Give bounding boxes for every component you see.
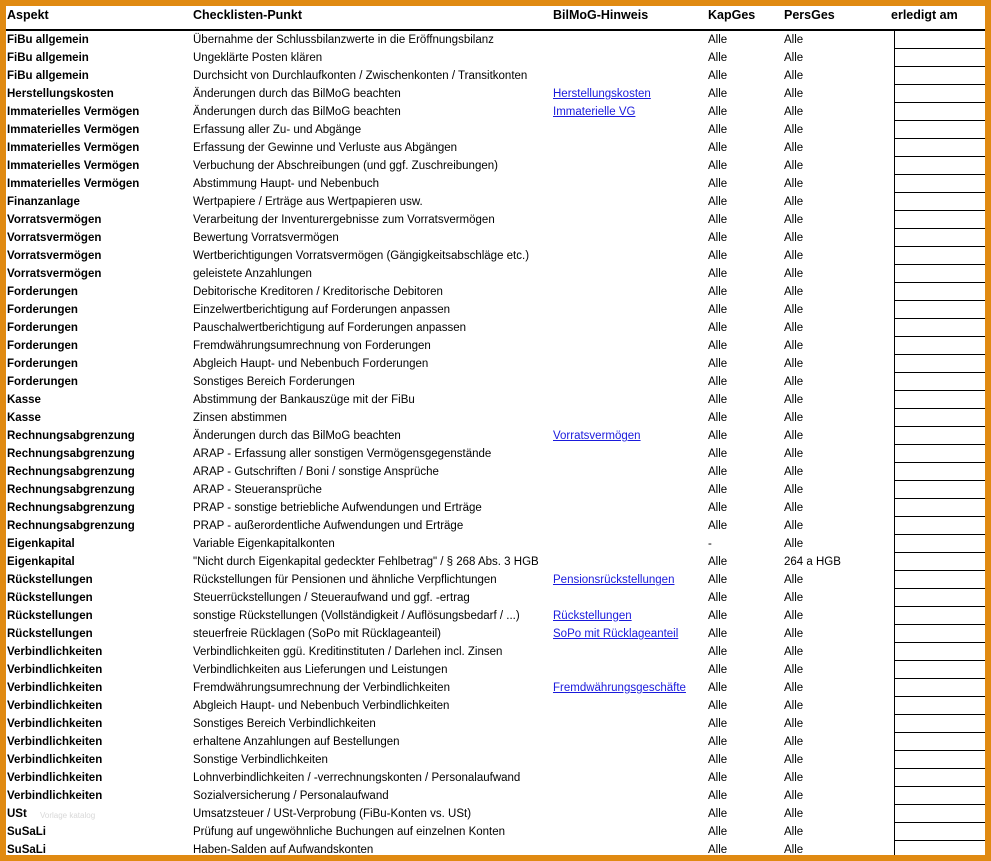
cell-checklisten-punkt: Wertpapiere / Erträge aus Wertpapieren usw. [193, 196, 423, 208]
table-row [6, 823, 985, 841]
header-checklisten-punkt: Checklisten-Punkt [193, 8, 303, 22]
table-row [6, 841, 985, 855]
erledigt-am-cell[interactable] [894, 157, 985, 175]
cell-persges: Alle [784, 610, 804, 622]
cell-aspekt: Finanzanlage [7, 196, 80, 208]
table-row [6, 715, 985, 733]
cell-persges: Alle [784, 430, 804, 442]
cell-kapges: Alle [708, 304, 728, 316]
cell-checklisten-punkt: Änderungen durch das BilMoG beachten [193, 106, 401, 118]
table-row [6, 247, 985, 265]
cell-aspekt: Vorratsvermögen [7, 250, 102, 262]
cell-kapges: Alle [708, 160, 728, 172]
cell-aspekt: Immaterielles Vermögen [7, 106, 140, 118]
cell-persges: Alle [784, 844, 804, 855]
table-row [6, 517, 985, 535]
cell-checklisten-punkt: sonstige Rückstellungen (Vollständigkeit / Auflösungsbedarf / ...) [193, 610, 520, 622]
cell-checklisten-punkt: Verarbeitung der Inventurergebnisse zum Vorratsvermögen [193, 214, 495, 226]
cell-checklisten-punkt: Fremdwährungsumrechnung von Forderungen [193, 340, 431, 352]
cell-persges: Alle [784, 124, 804, 136]
cell-aspekt: Forderungen [7, 304, 78, 316]
cell-kapges: Alle [708, 592, 728, 604]
cell-persges: Alle [784, 358, 804, 370]
cell-checklisten-punkt: Sozialversicherung / Personalaufwand [193, 790, 389, 802]
cell-persges: Alle [784, 160, 804, 172]
cell-kapges: Alle [708, 196, 728, 208]
cell-persges: Alle [784, 772, 804, 784]
erledigt-am-cell[interactable] [894, 823, 985, 841]
erledigt-am-cell[interactable] [894, 265, 985, 283]
cell-aspekt: USt [7, 808, 27, 820]
table-row [6, 445, 985, 463]
erledigt-am-cell[interactable] [894, 211, 985, 229]
cell-checklisten-punkt: Bewertung Vorratsvermögen [193, 232, 339, 244]
cell-aspekt: Verbindlichkeiten [7, 646, 103, 658]
cell-persges: Alle [784, 340, 804, 352]
cell-persges: Alle [784, 196, 804, 208]
cell-aspekt: Herstellungskosten [7, 88, 114, 100]
cell-checklisten-punkt: ARAP - Steueransprüche [193, 484, 322, 496]
cell-aspekt: Rechnungsabgrenzung [7, 448, 135, 460]
cell-checklisten-punkt: Sonstiges Bereich Forderungen [193, 376, 355, 388]
cell-kapges: Alle [708, 124, 728, 136]
cell-kapges: Alle [708, 628, 728, 640]
cell-aspekt: FiBu allgemein [7, 70, 89, 82]
cell-persges: Alle [784, 376, 804, 388]
erledigt-am-cell[interactable] [894, 751, 985, 769]
table-row [6, 391, 985, 409]
cell-aspekt: Immaterielles Vermögen [7, 178, 140, 190]
table-row [6, 409, 985, 427]
header-bilmog-hinweis: BilMoG-Hinweis [553, 8, 649, 22]
cell-checklisten-punkt: Durchsicht von Durchlaufkonten / Zwischenkonten / Transitkonten [193, 70, 528, 82]
cell-checklisten-punkt: Abstimmung Haupt- und Nebenbuch [193, 178, 380, 190]
cell-aspekt: Rückstellungen [7, 628, 93, 640]
cell-persges: Alle [784, 682, 804, 694]
cell-checklisten-punkt: erhaltene Anzahlungen auf Bestellungen [193, 736, 400, 748]
table-row [6, 103, 985, 121]
cell-aspekt: Immaterielles Vermögen [7, 160, 140, 172]
cell-kapges: Alle [708, 754, 728, 766]
table-row [6, 805, 985, 823]
erledigt-am-cell[interactable] [894, 31, 985, 49]
cell-checklisten-punkt: Sonstiges Bereich Verbindlichkeiten [193, 718, 376, 730]
table-row [6, 679, 985, 697]
cell-aspekt: Rechnungsabgrenzung [7, 484, 135, 496]
header-kapges: KapGes [708, 8, 756, 22]
cell-kapges: Alle [708, 682, 728, 694]
erledigt-am-cell[interactable] [894, 625, 985, 643]
checklist-rows [6, 31, 985, 855]
cell-persges: Alle [784, 502, 804, 514]
table-row [6, 697, 985, 715]
cell-checklisten-punkt: Debitorische Kreditoren / Kreditorische Debitoren [193, 286, 443, 298]
cell-aspekt: Immaterielles Vermögen [7, 124, 140, 136]
cell-kapges: Alle [708, 232, 728, 244]
cell-persges: Alle [784, 628, 804, 640]
erledigt-am-cell[interactable] [894, 787, 985, 805]
cell-aspekt: Verbindlichkeiten [7, 790, 103, 802]
table-row [6, 733, 985, 751]
cell-checklisten-punkt: Verbindlichkeiten aus Lieferungen und Leistungen [193, 664, 448, 676]
cell-kapges: Alle [708, 250, 728, 262]
erledigt-am-cell[interactable] [894, 175, 985, 193]
cell-aspekt: Vorratsvermögen [7, 214, 102, 226]
erledigt-am-cell[interactable] [894, 535, 985, 553]
erledigt-am-cell[interactable] [894, 481, 985, 499]
cell-checklisten-punkt: Verbindlichkeiten ggü. Kreditinstituten / Darlehen incl. Zinsen [193, 646, 503, 658]
erledigt-am-cell[interactable] [894, 121, 985, 139]
cell-persges: Alle [784, 70, 804, 82]
cell-checklisten-punkt: Umsatzsteuer / USt-Verprobung (FiBu-Konten vs. USt) [193, 808, 472, 820]
bilmog-link[interactable]: Herstellungskosten [553, 88, 651, 100]
erledigt-am-cell[interactable] [894, 841, 985, 855]
cell-kapges: Alle [708, 646, 728, 658]
cell-checklisten-punkt: Abstimmung der Bankauszüge mit der FiBu [193, 394, 415, 406]
cell-persges: Alle [784, 232, 804, 244]
cell-kapges: Alle [708, 790, 728, 802]
cell-persges: Alle [784, 178, 804, 190]
cell-kapges: Alle [708, 340, 728, 352]
cell-aspekt: Kasse [7, 394, 41, 406]
cell-kapges: Alle [708, 178, 728, 190]
cell-checklisten-punkt: Steuerrückstellungen / Steueraufwand und ggf. -ertrag [193, 592, 470, 604]
table-row [6, 193, 985, 211]
cell-persges: Alle [784, 808, 804, 820]
erledigt-am-cell[interactable] [894, 193, 985, 211]
erledigt-am-cell[interactable] [894, 49, 985, 67]
cell-persges: Alle [784, 574, 804, 586]
cell-persges: Alle [784, 88, 804, 100]
table-row [6, 661, 985, 679]
erledigt-am-cell[interactable] [894, 445, 985, 463]
cell-kapges: - [708, 538, 712, 550]
cell-persges: Alle [784, 754, 804, 766]
cell-kapges: Alle [708, 502, 728, 514]
cell-persges: Alle [784, 34, 804, 46]
header-erledigt-am: erledigt am [891, 8, 958, 22]
erledigt-am-cell[interactable] [894, 229, 985, 247]
cell-kapges: Alle [708, 448, 728, 460]
table-row [6, 427, 985, 445]
erledigt-am-cell[interactable] [894, 769, 985, 787]
erledigt-am-cell[interactable] [894, 607, 985, 625]
cell-kapges: Alle [708, 664, 728, 676]
cell-aspekt: Verbindlichkeiten [7, 754, 103, 766]
checklist-sheet [6, 6, 985, 855]
cell-checklisten-punkt: Rückstellungen für Pensionen und ähnliche Verpflichtungen [193, 574, 497, 586]
table-row [6, 283, 985, 301]
table-row [6, 31, 985, 49]
erledigt-am-cell[interactable] [894, 409, 985, 427]
erledigt-am-cell[interactable] [894, 499, 985, 517]
bilmog-link[interactable]: Rückstellungen [553, 610, 632, 622]
watermark: Vorlage katalog [40, 811, 96, 820]
cell-kapges: Alle [708, 34, 728, 46]
cell-kapges: Alle [708, 430, 728, 442]
table-row [6, 751, 985, 769]
cell-checklisten-punkt: Pauschalwertberichtigung auf Forderungen anpassen [193, 322, 466, 334]
cell-persges: Alle [784, 790, 804, 802]
cell-kapges: Alle [708, 376, 728, 388]
cell-kapges: Alle [708, 574, 728, 586]
cell-aspekt: Rechnungsabgrenzung [7, 466, 135, 478]
cell-aspekt: Verbindlichkeiten [7, 700, 103, 712]
cell-checklisten-punkt: "Nicht durch Eigenkapital gedeckter Fehlbetrag" / § 268 Abs. 3 HGB [193, 556, 539, 568]
table-row [6, 481, 985, 499]
table-row [6, 607, 985, 625]
cell-persges: Alle [784, 466, 804, 478]
cell-kapges: Alle [708, 268, 728, 280]
cell-persges: Alle [784, 304, 804, 316]
cell-checklisten-punkt: ARAP - Erfassung aller sonstigen Vermögensgegenstände [193, 448, 492, 460]
cell-persges: Alle [784, 286, 804, 298]
cell-checklisten-punkt: Übernahme der Schlussbilanzwerte in die Eröffnungsbilanz [193, 34, 494, 46]
cell-kapges: Alle [708, 142, 728, 154]
cell-persges: Alle [784, 106, 804, 118]
table-row [6, 643, 985, 661]
cell-persges: 264 a HGB [784, 556, 841, 568]
table-row [6, 175, 985, 193]
cell-persges: Alle [784, 646, 804, 658]
erledigt-am-cell[interactable] [894, 373, 985, 391]
table-row [6, 319, 985, 337]
cell-kapges: Alle [708, 88, 728, 100]
table-row [6, 373, 985, 391]
cell-kapges: Alle [708, 412, 728, 424]
cell-aspekt: Forderungen [7, 376, 78, 388]
cell-kapges: Alle [708, 322, 728, 334]
cell-aspekt: Rechnungsabgrenzung [7, 520, 135, 532]
erledigt-am-cell[interactable] [894, 85, 985, 103]
cell-checklisten-punkt: Wertberichtigungen Vorratsvermögen (Gängigkeitsabschläge etc.) [193, 250, 530, 262]
erledigt-am-cell[interactable] [894, 283, 985, 301]
erledigt-am-cell[interactable] [894, 319, 985, 337]
cell-persges: Alle [784, 664, 804, 676]
bilmog-link[interactable]: Fremdwährungsgeschäfte [553, 682, 686, 694]
erledigt-am-cell[interactable] [894, 697, 985, 715]
cell-checklisten-punkt: Fremdwährungsumrechnung der Verbindlichkeiten [193, 682, 450, 694]
table-row [6, 463, 985, 481]
cell-persges: Alle [784, 214, 804, 226]
cell-aspekt: Kasse [7, 412, 41, 424]
erledigt-am-cell[interactable] [894, 679, 985, 697]
erledigt-am-cell[interactable] [894, 571, 985, 589]
cell-checklisten-punkt: Ungeklärte Posten klären [193, 52, 323, 64]
cell-checklisten-punkt: Abgleich Haupt- und Nebenbuch Verbindlichkeiten [193, 700, 450, 712]
table-row [6, 211, 985, 229]
cell-persges: Alle [784, 268, 804, 280]
table-row [6, 67, 985, 85]
cell-persges: Alle [784, 394, 804, 406]
cell-kapges: Alle [708, 772, 728, 784]
cell-persges: Alle [784, 412, 804, 424]
cell-aspekt: Forderungen [7, 340, 78, 352]
cell-persges: Alle [784, 718, 804, 730]
erledigt-am-cell[interactable] [894, 139, 985, 157]
cell-checklisten-punkt: Haben-Salden auf Aufwandskonten [193, 844, 374, 855]
cell-kapges: Alle [708, 466, 728, 478]
table-row [6, 571, 985, 589]
header-aspekt: Aspekt [7, 8, 49, 22]
cell-kapges: Alle [708, 556, 728, 568]
cell-checklisten-punkt: PRAP - außerordentliche Aufwendungen und Erträge [193, 520, 464, 532]
cell-kapges: Alle [708, 286, 728, 298]
cell-checklisten-punkt: Erfassung der Gewinne und Verluste aus Abgängen [193, 142, 458, 154]
cell-aspekt: SuSaLi [7, 844, 46, 855]
cell-kapges: Alle [708, 520, 728, 532]
bilmog-link[interactable]: Immaterielle VG [553, 106, 636, 118]
erledigt-am-cell[interactable] [894, 463, 985, 481]
table-row [6, 355, 985, 373]
erledigt-am-cell[interactable] [894, 589, 985, 607]
table-row [6, 49, 985, 67]
cell-aspekt: Immaterielles Vermögen [7, 142, 140, 154]
cell-aspekt: Forderungen [7, 322, 78, 334]
cell-kapges: Alle [708, 826, 728, 838]
cell-checklisten-punkt: steuerfreie Rücklagen (SoPo mit Rücklageanteil) [193, 628, 442, 640]
cell-kapges: Alle [708, 214, 728, 226]
erledigt-am-cell[interactable] [894, 355, 985, 373]
cell-aspekt: Verbindlichkeiten [7, 682, 103, 694]
cell-checklisten-punkt: Änderungen durch das BilMoG beachten [193, 430, 401, 442]
cell-kapges: Alle [708, 736, 728, 748]
cell-aspekt: Verbindlichkeiten [7, 772, 103, 784]
cell-kapges: Alle [708, 394, 728, 406]
cell-aspekt: Vorratsvermögen [7, 232, 102, 244]
cell-checklisten-punkt: PRAP - sonstige betriebliche Aufwendungen und Erträge [193, 502, 482, 514]
cell-persges: Alle [784, 700, 804, 712]
cell-checklisten-punkt: Änderungen durch das BilMoG beachten [193, 88, 401, 100]
cell-checklisten-punkt: Variable Eigenkapitalkonten [193, 538, 335, 550]
table-row [6, 157, 985, 175]
cell-checklisten-punkt: Verbuchung der Abschreibungen (und ggf. Zuschreibungen) [193, 160, 498, 172]
erledigt-am-cell[interactable] [894, 733, 985, 751]
cell-checklisten-punkt: Zinsen abstimmen [193, 412, 287, 424]
erledigt-am-cell[interactable] [894, 391, 985, 409]
cell-kapges: Alle [708, 484, 728, 496]
cell-aspekt: Eigenkapital [7, 556, 75, 568]
cell-kapges: Alle [708, 106, 728, 118]
table-row [6, 769, 985, 787]
cell-aspekt: Forderungen [7, 358, 78, 370]
cell-aspekt: Rückstellungen [7, 610, 93, 622]
cell-checklisten-punkt: ARAP - Gutschriften / Boni / sonstige Ansprüche [193, 466, 439, 478]
table-row [6, 589, 985, 607]
bilmog-link[interactable]: Vorratsvermögen [553, 430, 641, 442]
cell-persges: Alle [784, 142, 804, 154]
cell-persges: Alle [784, 520, 804, 532]
bilmog-link[interactable]: SoPo mit Rücklageanteil [553, 628, 679, 640]
cell-aspekt: Rückstellungen [7, 592, 93, 604]
cell-aspekt: Eigenkapital [7, 538, 75, 550]
cell-checklisten-punkt: geleistete Anzahlungen [193, 268, 312, 280]
erledigt-am-cell[interactable] [894, 715, 985, 733]
table-row [6, 121, 985, 139]
cell-persges: Alle [784, 484, 804, 496]
cell-aspekt: FiBu allgemein [7, 52, 89, 64]
cell-aspekt: SuSaLi [7, 826, 46, 838]
cell-checklisten-punkt: Einzelwertberichtigung auf Forderungen anpassen [193, 304, 450, 316]
erledigt-am-cell[interactable] [894, 301, 985, 319]
table-row [6, 301, 985, 319]
table-row [6, 787, 985, 805]
cell-aspekt: Verbindlichkeiten [7, 736, 103, 748]
cell-persges: Alle [784, 538, 804, 550]
erledigt-am-cell[interactable] [894, 427, 985, 445]
cell-kapges: Alle [708, 700, 728, 712]
cell-kapges: Alle [708, 358, 728, 370]
erledigt-am-cell[interactable] [894, 337, 985, 355]
cell-checklisten-punkt: Prüfung auf ungewöhnliche Buchungen auf einzelnen Konten [193, 826, 506, 838]
cell-kapges: Alle [708, 610, 728, 622]
erledigt-am-cell[interactable] [894, 661, 985, 679]
cell-aspekt: FiBu allgemein [7, 34, 89, 46]
cell-persges: Alle [784, 826, 804, 838]
cell-kapges: Alle [708, 52, 728, 64]
table-row [6, 139, 985, 157]
cell-aspekt: Vorratsvermögen [7, 268, 102, 280]
cell-aspekt: Rückstellungen [7, 574, 93, 586]
cell-checklisten-punkt: Lohnverbindlichkeiten / -verrechnungskonten / Personalaufwand [193, 772, 521, 784]
erledigt-am-cell[interactable] [894, 643, 985, 661]
table-row [6, 229, 985, 247]
cell-checklisten-punkt: Erfassung aller Zu- und Abgänge [193, 124, 362, 136]
cell-aspekt: Rechnungsabgrenzung [7, 502, 135, 514]
erledigt-am-cell[interactable] [894, 553, 985, 571]
cell-aspekt: Forderungen [7, 286, 78, 298]
cell-checklisten-punkt: Abgleich Haupt- und Nebenbuch Forderungen [193, 358, 429, 370]
cell-kapges: Alle [708, 718, 728, 730]
table-row [6, 535, 985, 553]
cell-persges: Alle [784, 736, 804, 748]
cell-aspekt: Verbindlichkeiten [7, 664, 103, 676]
erledigt-am-cell[interactable] [894, 517, 985, 535]
erledigt-am-cell[interactable] [894, 67, 985, 85]
cell-aspekt: Rechnungsabgrenzung [7, 430, 135, 442]
bilmog-link[interactable]: Pensionsrückstellungen [553, 574, 675, 586]
table-row [6, 625, 985, 643]
table-row [6, 499, 985, 517]
table-header [6, 6, 985, 31]
table-row [6, 553, 985, 571]
erledigt-am-cell[interactable] [894, 247, 985, 265]
header-persges: PersGes [784, 8, 835, 22]
cell-persges: Alle [784, 448, 804, 460]
cell-checklisten-punkt: Sonstige Verbindlichkeiten [193, 754, 328, 766]
cell-persges: Alle [784, 322, 804, 334]
cell-aspekt: Verbindlichkeiten [7, 718, 103, 730]
cell-kapges: Alle [708, 70, 728, 82]
cell-kapges: Alle [708, 844, 728, 855]
erledigt-am-cell[interactable] [894, 805, 985, 823]
table-row [6, 85, 985, 103]
erledigt-am-cell[interactable] [894, 103, 985, 121]
cell-persges: Alle [784, 250, 804, 262]
cell-persges: Alle [784, 52, 804, 64]
table-row [6, 337, 985, 355]
cell-kapges: Alle [708, 808, 728, 820]
cell-persges: Alle [784, 592, 804, 604]
table-row [6, 265, 985, 283]
